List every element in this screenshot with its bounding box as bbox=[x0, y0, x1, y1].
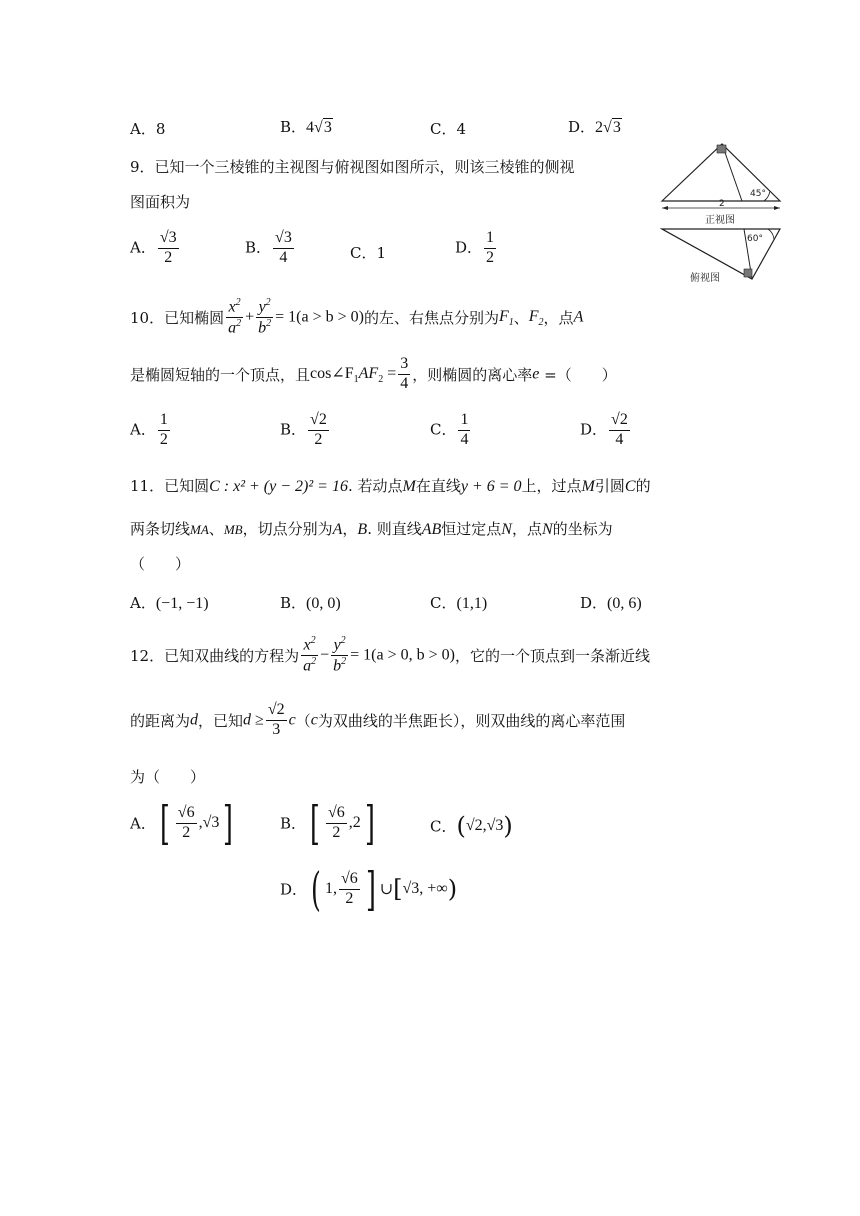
q12-line1: 12．已知双曲线的方程为 $\frac{x^2}{a^2}$ − $\frac{y^2}{b^2}$ = 1(a > 0, b > 0)，它的一个顶点到一条渐近线 bbox=[130, 635, 650, 675]
front-angle-label: 45° bbox=[750, 189, 766, 199]
q11-option-d: D．(0, 6) bbox=[580, 594, 642, 612]
q9-line2: 图面积为 bbox=[130, 193, 191, 211]
q12-line2: 的距离为d，已知d ≥ $\frac{√2}{3}$ c（c为双曲线的半焦距长），则双曲线的离心率范围 bbox=[130, 701, 626, 738]
front-width-label: 2 bbox=[719, 199, 725, 209]
q11-line1: 11．已知圆C : x² + (y − 2)² = 16. 若动点M在直线y + 6 = 0上，过点M引圆C的 bbox=[130, 477, 651, 495]
q10-line2: 是椭圆短轴的一个顶点，且$\cos\angle F_1AF_2$ = $\frac{3}{4}$ ，则椭圆的离心率e =（ ） bbox=[130, 355, 617, 392]
q12-option-b: B．[ $\frac{√6}{2}$ ,2] bbox=[280, 796, 375, 850]
q11-option-c: C．(1,1) bbox=[430, 594, 488, 612]
q10-option-b: B． $\frac{√2}{2}$ bbox=[280, 411, 327, 448]
q10-option-c: C． $\frac{1}{4}$ bbox=[430, 411, 469, 448]
q10-option-d: D． $\frac{√2}{4}$ bbox=[580, 411, 628, 448]
q9-option-c: C．1 bbox=[350, 244, 387, 262]
q11-option-a: A．(−1, −1) bbox=[130, 594, 209, 612]
front-view bbox=[662, 144, 780, 226]
q12-option-c: C．(√2,√3) bbox=[430, 812, 513, 840]
q9-option-b: B． $\frac{√3}{4}$ bbox=[245, 229, 292, 266]
q8-option-a: A．8 bbox=[130, 120, 166, 138]
q12-line3: 为（ ） bbox=[130, 768, 206, 786]
front-caption: 正视图 bbox=[705, 215, 735, 226]
top-view bbox=[662, 229, 780, 284]
top-caption: 俯视图 bbox=[690, 273, 720, 284]
q9-option-a: A． $\frac{√3}{2}$ bbox=[130, 229, 177, 266]
q11-line2: 两条切线MA、MB，切点分别为A，B. 则直线AB恒过定点N，点N的坐标为 bbox=[130, 520, 613, 538]
q10-line1: 10．已知椭圆 $\frac{x^2}{a^2}$ + $\frac{y^2}{b^2}$ = 1(a > b > 0)的左、右焦点分别为$F_1$、$F_2$，点A bbox=[130, 297, 584, 337]
q9-line1: 9．已知一个三棱锥的主视图与俯视图如图所示，则该三棱锥的侧视 bbox=[130, 158, 575, 176]
q8-option-d: D．2√3 bbox=[568, 118, 621, 136]
q8-option-c: C．4 bbox=[430, 120, 467, 138]
q10-option-a: A． $\frac{1}{2}$ bbox=[130, 411, 168, 448]
q11-line3: （ ） bbox=[130, 555, 191, 573]
q8-option-b: B．4√3 bbox=[280, 118, 332, 136]
q12-option-d: D．( 1, $\frac{√6}{2}$ ] ∪[√3, +∞) bbox=[280, 862, 458, 916]
q11-option-b: B．(0, 0) bbox=[280, 594, 341, 612]
top-angle-label: 60° bbox=[747, 234, 763, 244]
q12-option-a: A．[ $\frac{√6}{2}$ ,√3] bbox=[130, 796, 234, 850]
q9-figure bbox=[660, 142, 785, 286]
q9-option-d: D． $\frac{1}{2}$ bbox=[455, 229, 495, 266]
